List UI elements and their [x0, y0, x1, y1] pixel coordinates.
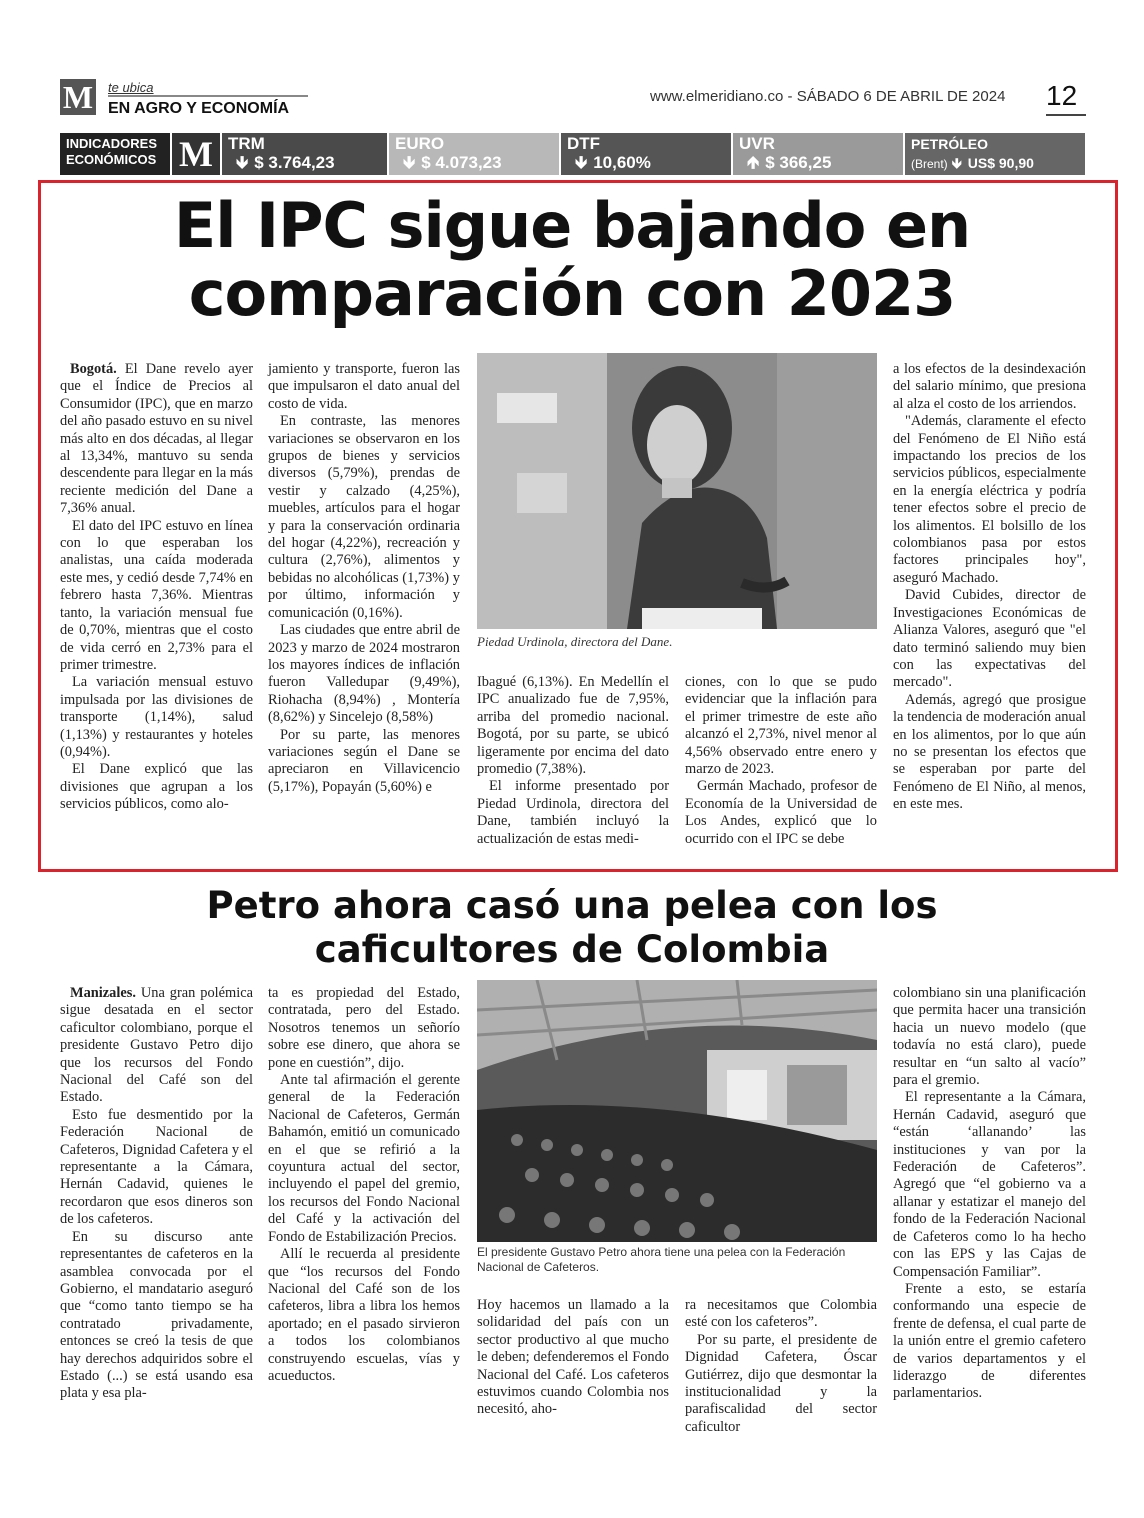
indicator-name: TRM [228, 134, 265, 153]
indicator-qualifier: (Brent) [911, 157, 948, 171]
article1-column-3 [477, 674, 669, 848]
paragraph: ra necesitamos que Colombia esté con los cafeteros”. [685, 1297, 877, 1331]
woman-portrait-image [477, 353, 877, 629]
paragraph: Además, agregó que prosigue la tendencia de moderación anual en los alimentos, por lo que aún no se presentan los efectos que se esperaban por parte del Fenómeno de El Niño, al menos, en este mes. [893, 691, 1086, 813]
article1-headline [60, 189, 1084, 330]
arrow-down-icon: 🡻 [236, 153, 249, 172]
indicator-dtf [561, 133, 731, 175]
indicators-logo: M [172, 133, 220, 175]
arrow-up-icon: 🡹 [747, 153, 760, 172]
paragraph: En su discurso ante representantes de cafeteros en la asamblea convocada por el Gobierno, el mandatario aseguró que “como tanto tiempo se ha contratado privadamente, entonces se creó la tesis de que hay derechos adquiridos sobre el Estado (...) se está usando esa plata y esa pla- [60, 1228, 253, 1402]
article2-column-3 [477, 1297, 669, 1419]
indicator-petroleo [905, 133, 1085, 175]
paragraph: ciones, con lo que se pudo evidenciar que la inflación para el primer trimestre de este año alcanzó el 2,73%, nivel menor al 4,56% observado entre enero y marzo de 2023. [685, 674, 877, 778]
article2-column-1 [60, 985, 253, 1403]
headline-line: comparación con 2023 [188, 257, 956, 330]
indicator-name: UVR [739, 134, 775, 153]
indicator-value: US$ 90,90 [967, 155, 1034, 171]
dateline: Bogotá. [70, 361, 117, 377]
indicator-value: 10,60% [593, 153, 651, 172]
paragraph: Las ciudades que entre abril de 2023 y marzo de 2024 mostraron los mayores índices de inflación fueron Valledupar (9,49%), Riohacha (8,94%) , Montería (8,62%) y Sincelejo (8,58%) [268, 622, 460, 726]
indicator-value: $ 4.073,23 [421, 153, 502, 172]
article2-headline [60, 884, 1084, 972]
paragraph: El Dane revelo ayer que el Índice de Precios al Consumidor (IPC), que en marzo del año pasado estuvo en su nivel más alto en dos décadas, al llegar al 13,34%, mantuvo su senda descendente para llegar en la más reciente medición del Dane a 7,36% anual. [60, 361, 253, 517]
indicator-name: PETRÓLEO [911, 136, 989, 152]
paragraph: Frente a esto, se estaría conformando una especie de frente de defensa, el cual parte de la unión entre el gremio cafetero de varios departamentos y el liderazgo de diferentes parlamentarios. [893, 1280, 1086, 1402]
indicator-value: $ 3.764,23 [254, 153, 335, 172]
paragraph: jamiento y transporte, fueron las que impulsaron el dato anual del costo de vida. [268, 361, 460, 412]
section-rule [108, 95, 308, 97]
headline-line: caficultores de Colombia [314, 928, 830, 971]
paragraph: Una gran polémica sigue desatada en el sector caficultor colombiano, porque el presidente Gustavo Petro dijo que los recursos del Fondo Nacional del Café son del Estado. [60, 985, 253, 1106]
indicator-value: $ 366,25 [765, 153, 832, 172]
paragraph: Ante tal afirmación el gerente general de la Federación Nacional de Cafeteros, Germán Bahamón, emitió un comunicado en el que se refirió a la coyuntura actual del sector, incluyendo el papel del gremio, los recursos del Fondo Nacional del Café y la activación del Fondo de Estabilización Precios. [268, 1072, 460, 1245]
paragraph: ta es propiedad del Estado, contratada, pero del Estado. Nosotros tenemos un señorío sobre ese dinero, que ahora se pone en cuestión”, dijo. [268, 985, 460, 1071]
article1-photo-caption: Piedad Urdinola, directora del Dane. [477, 634, 673, 649]
page-number-rule [1046, 114, 1086, 116]
paragraph: En contraste, las menores variaciones se observaron en los grupos de bienes y servicios diversos (5,79%), prendas de vestir y calzado (4,25%), muebles, artículos para el hogar y para la conservación ordinaria del hogar (4,22%), recreación y cultura (2,76%), alimentos y bebidas no alcohólicas (1,73%) y por último, información y comunicación (0,16%). [268, 413, 460, 621]
headline-line: Petro ahora casó una pelea con los [206, 884, 938, 927]
paragraph: Por su parte, las menores variaciones según el Dane se apreciaron en Villavicencio (5,17%), Popayán (5,60%) e [268, 726, 460, 795]
article1-column-2 [268, 361, 460, 796]
article2-photo-caption: El presidente Gustavo Petro ahora tiene una pelea con la Federación Nacional de Cafeteros. [477, 1245, 846, 1274]
article1-photo [477, 353, 877, 629]
section-tagline: te ubica [108, 80, 154, 95]
paragraph: Esto fue desmentido por la Federación Nacional de Cafeteros, Dignidad Cafetera y el representante a la Cámara, Hernán Cadavid, quienes le recordaron que esos dineros son de los cafeteros. [60, 1106, 253, 1228]
paragraph: Germán Machado, profesor de Economía de la Universidad de Los Andes, explicó que lo ocurrido con el IPC se debe [685, 778, 877, 847]
indicator-name: DTF [567, 134, 601, 153]
article1-column-5 [893, 361, 1086, 814]
paragraph: colombiano sin una planificación que permita hacer una transición hacia un nuevo modelo (que todavía no está claro), puede resultar en “un salto al vacío” para el gremio. [893, 985, 1086, 1089]
indicators-label-line1: INDICADORES [66, 136, 158, 151]
article2-column-2 [268, 985, 460, 1385]
paragraph: La variación mensual estuvo impulsada por las divisiones de transporte (1,14%), salud (1,13%) y restaurantes y hoteles (0,94%). [60, 674, 253, 760]
paragraph: a los efectos de la desindexación del salario mínimo, que presiona al alza el costo de los arriendos. [893, 361, 1086, 412]
paragraph: David Cubides, director de Investigaciones Económicas de Alianza Valores, aseguró que "el dato terminó saliendo muy bien con las expectativas del mercado". [893, 587, 1086, 691]
arrow-down-icon: 🡻 [403, 153, 416, 172]
indicators-label [60, 133, 170, 175]
section-name: EN AGRO Y ECONOMÍA [108, 100, 290, 117]
dateline: Manizales. [70, 985, 136, 1001]
paragraph: Hoy hacemos un llamado a la solidaridad del país con un sector productivo al que mucho le deben; defenderemos el Fondo Nacional del Café. Los cafeteros estuvimos cuando Colombia nos necesitó, aho- [477, 1297, 669, 1418]
site-and-date: www.elmeridiano.co - SÁBADO 6 DE ABRIL DE 2024 [650, 88, 1006, 105]
paragraph: "Además, claramente el efecto del Fenómeno de El Niño está impactando los precios de los servicios públicos, especialmente en la energía eléctrica y podría tener efectos sobre el precio de los alimentos. El bolsillo de los colombianos pasa por estos factores principales hoy", aseguró Machado. [893, 413, 1086, 586]
article2-column-4 [685, 1297, 877, 1436]
indicator-uvr [733, 133, 903, 175]
article1-column-4 [685, 674, 877, 848]
paragraph: El representante a la Cámara, Hernán Cadavid, aseguró que “están ‘allanando’ las instituciones y van por la Federación de Cafeteros”. Agregó que “el gobierno va a allanar y estatizar el manejo del fondo de la Federación Nacional de Cafeteros como lo ha hecho con las EPS y las Cajas de Compensación Familiar”. [893, 1089, 1086, 1280]
arrow-down-icon: 🡻 [575, 153, 588, 172]
article2-photo [477, 980, 877, 1242]
arrow-down-icon: 🡻 [951, 155, 962, 171]
indicators-label-line2: ECONÓMICOS [66, 152, 157, 167]
paragraph: El Dane explicó que las divisiones que agrupan a los servicios públicos, como alo- [60, 761, 253, 813]
page-number: 12 [1046, 80, 1078, 111]
paragraph: El informe presentado por Piedad Urdinola, directora del Dane, también incluyó la actualización de estas medi- [477, 778, 669, 847]
paragraph: Ibagué (6,13%). En Medellín el IPC anualizado fue de 7,95%, arriba del promedio nacional. Bogotá, por su parte, se ubicó ligeramente por encima del dato promedio (7,38%). [477, 674, 669, 778]
paragraph: Por su parte, el presidente de Dignidad Cafetera, Óscar Gutiérrez, dijo que desmontar la institucionalidad y la parafiscalidad del sector caficultor [685, 1331, 877, 1435]
newspaper-logo: M [60, 79, 96, 115]
headline-line: El IPC sigue bajando en [173, 189, 971, 262]
paragraph: Allí le recuerda al presidente que “los recursos del Fondo Nacional del Café son de los cafeteros, libra a libra los hemos aportado; en el pasado sirvieron a todos los colombianos construyendo escuelas, vías y acueductos. [268, 1246, 460, 1384]
article2-column-5 [893, 985, 1086, 1403]
indicator-trm [222, 133, 387, 175]
paragraph: El dato del IPC estuvo en línea con lo que esperaban los analistas, una caída moderada este mes, y cedió desde 7,74% en febrero hasta 7,36%. Mientras tanto, la variación mensual fue de 0,70%, mientras que el costo de vida cerró en 2,73% para el primer trimestre. [60, 517, 253, 673]
indicator-euro [389, 133, 559, 175]
article1-column-1 [60, 361, 253, 814]
assembly-hall-image [477, 980, 877, 1242]
indicator-name: EURO [395, 134, 445, 153]
